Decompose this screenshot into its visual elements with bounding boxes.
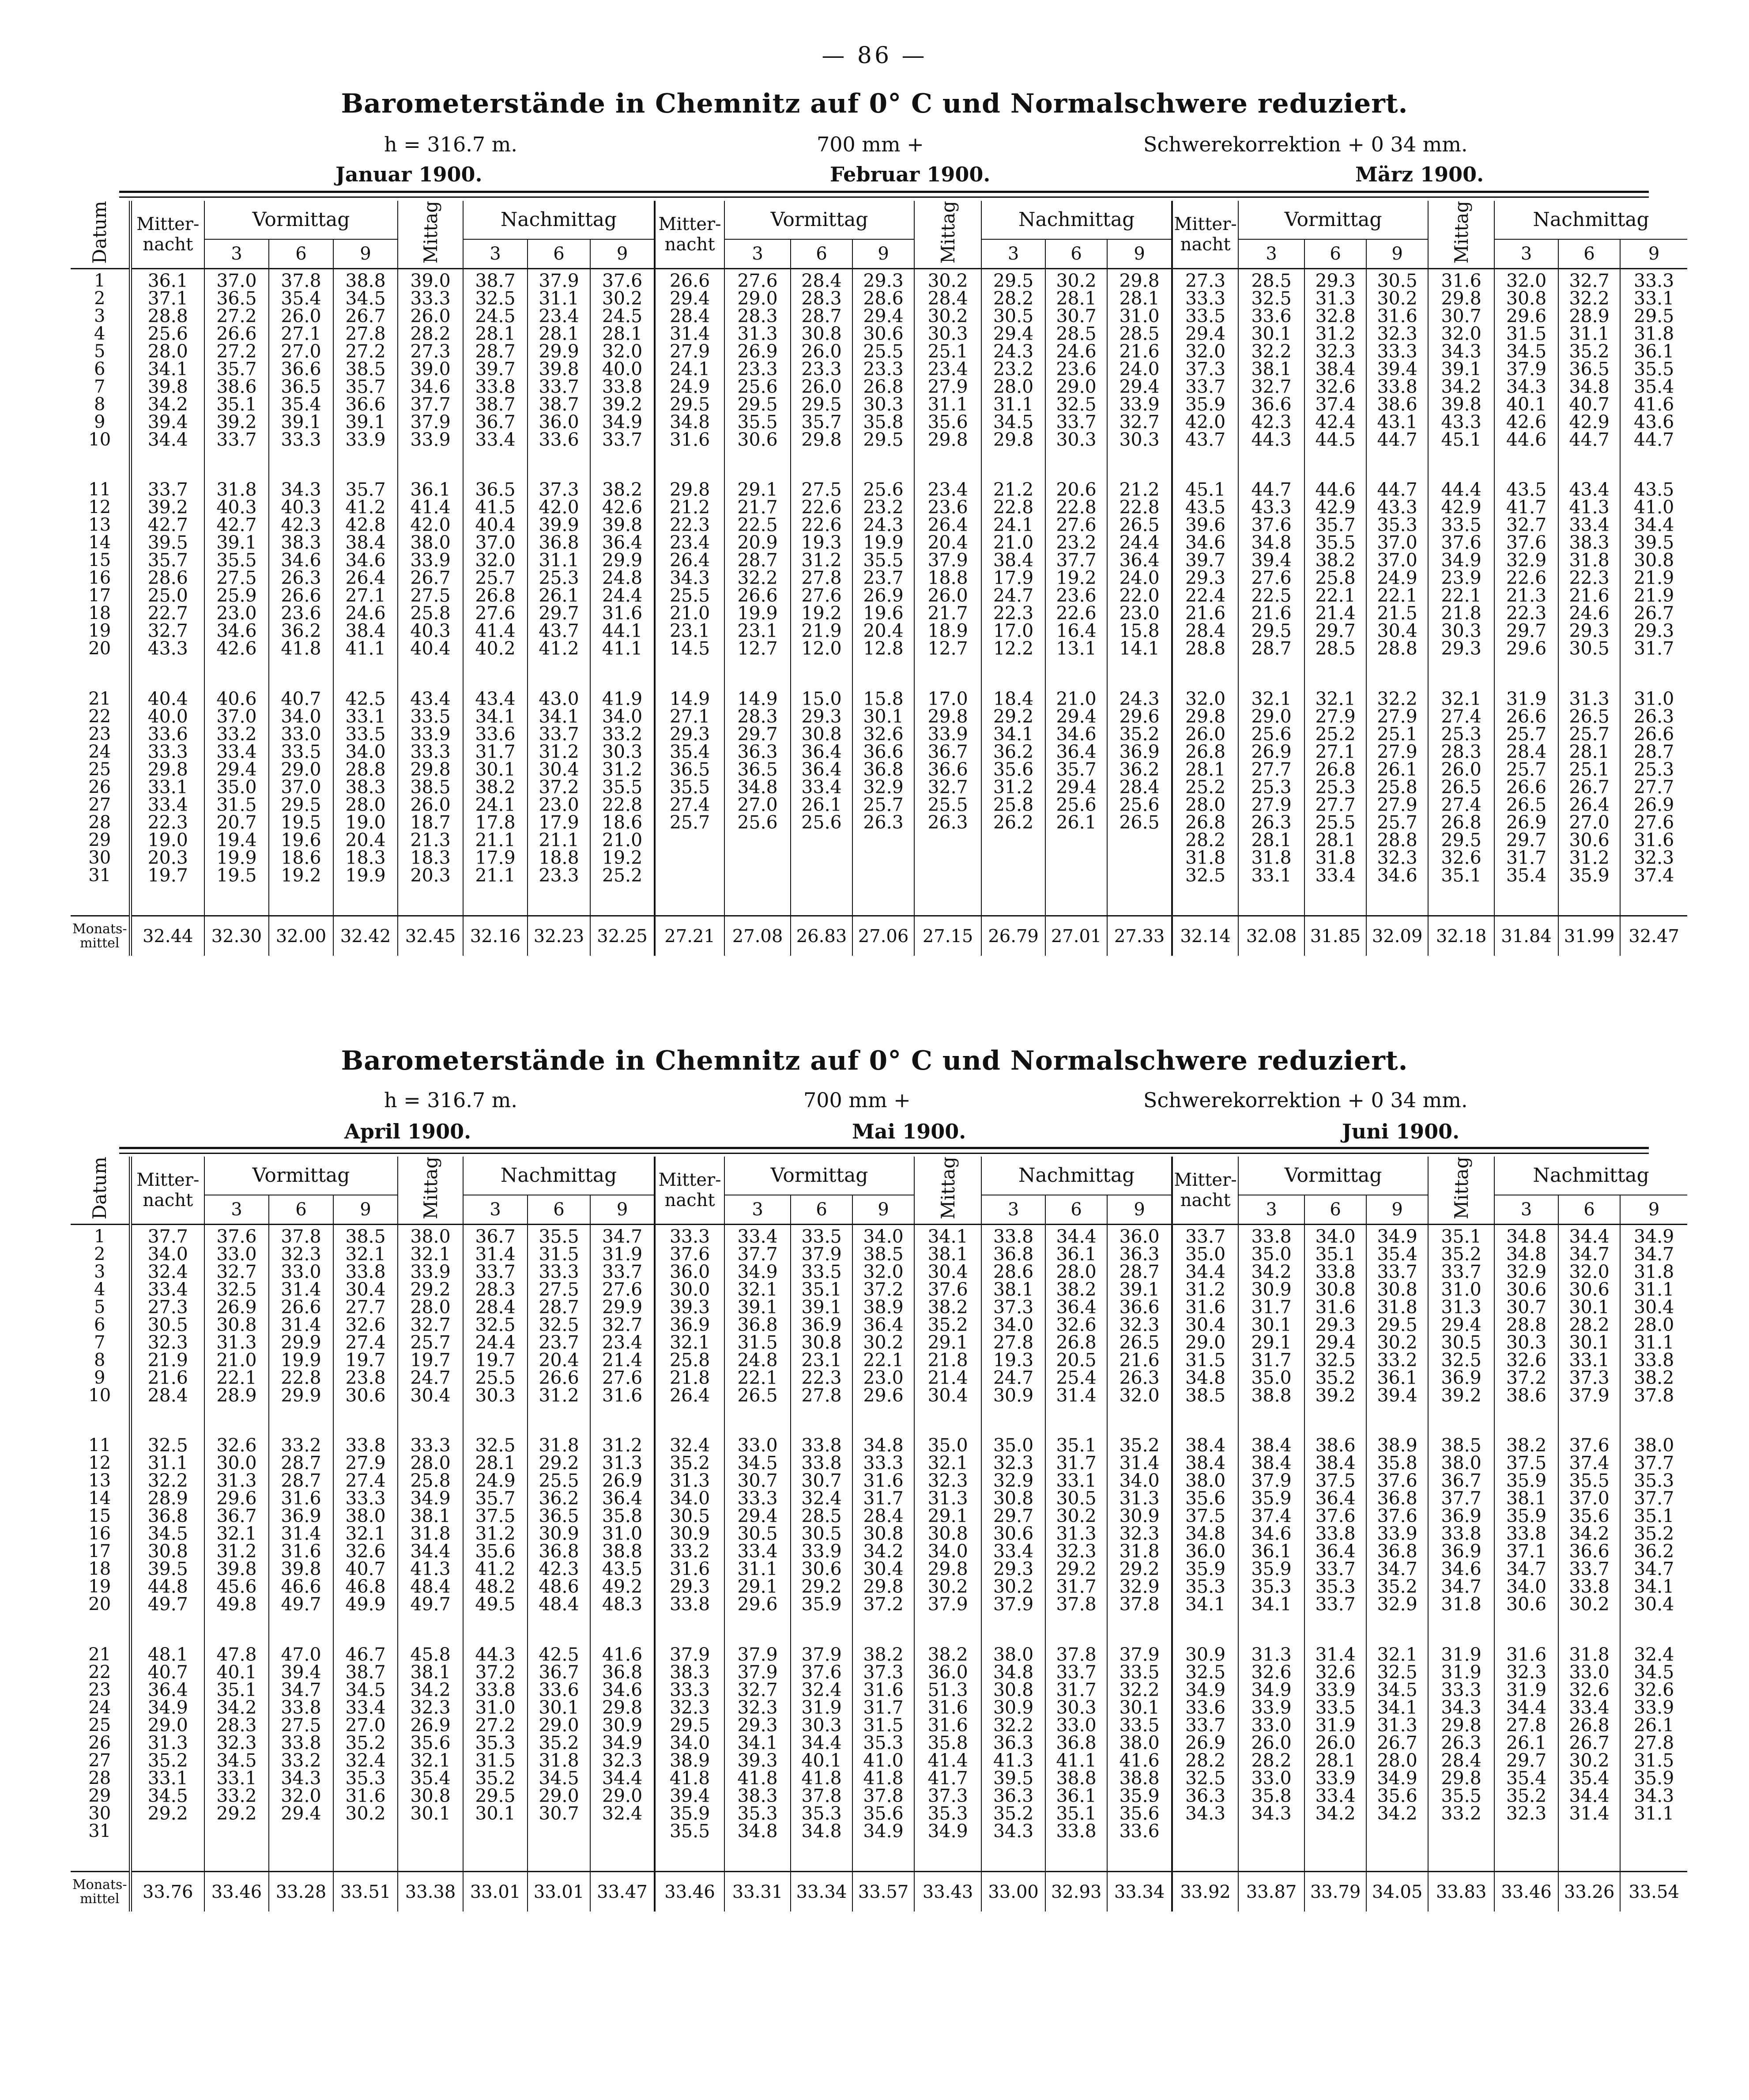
reading-column: 43.4 33.5 33.9 33.3 29.8 38.5 26.0 18.7 21.3 18.3 20.3 (398, 687, 463, 916)
day-group-row (71, 1434, 1687, 1643)
monthly-mean: 33.57 (852, 1872, 914, 1911)
reading-column: 38.4 38.4 37.9 35.9 37.4 34.6 36.1 35.9 35.3 34.1 (1238, 1434, 1304, 1643)
monthly-mean: 32.14 (1172, 916, 1238, 956)
hour-header: 9 (1107, 1195, 1172, 1225)
hour-header: 3 (1494, 239, 1558, 269)
hour-header: 3 (204, 1195, 269, 1225)
month-label: Februar 1900. (830, 162, 991, 186)
reading-column: 32.7 32.2 28.9 31.1 35.2 36.5 34.8 40.7 42.9 44.7 (1558, 269, 1620, 478)
reading-column: 32.0 29.8 26.0 26.8 28.1 25.2 28.0 26.8 28.2 31.8 32.5 (1172, 687, 1238, 916)
reading-column: 32.1 27.4 25.3 28.3 26.0 26.5 27.4 26.8 29.5 32.6 35.1 (1428, 687, 1494, 916)
reading-column: 27.3 33.3 33.5 29.4 32.0 37.3 33.7 35.9 42.0 43.7 (1172, 269, 1238, 478)
reading-column: 47.8 40.1 35.1 34.2 28.3 32.3 34.5 33.1 33.2 29.2 (204, 1643, 269, 1872)
monthly-mean: 31.85 (1304, 916, 1366, 956)
hour-header: 3 (1238, 1195, 1304, 1225)
month-label: Mai 1900. (852, 1120, 966, 1143)
month-label: Januar 1900. (335, 162, 482, 186)
reading-column: 37.8 32.3 33.0 31.4 26.6 31.4 29.9 19.9 22.8 29.9 (269, 1225, 333, 1434)
reading-column: 17.0 29.8 33.9 36.7 36.6 32.7 25.5 26.3 (914, 687, 981, 916)
vormittag-header: Vormittag (770, 208, 868, 231)
reading-column: 38.2 36.0 51.3 31.6 31.6 35.8 41.4 41.7 37.3 35.3 34.9 (914, 1643, 981, 1872)
hour-header: 9 (1620, 239, 1687, 269)
reading-column: 35.1 31.7 33.1 30.5 30.2 31.3 32.3 29.2 31.7 37.8 (1045, 1434, 1107, 1643)
monthly-mean: 32.47 (1620, 916, 1687, 956)
day-group-row (71, 687, 1687, 916)
reading-column: 34.4 36.1 28.0 38.2 36.4 32.6 26.8 20.5 25.4 31.4 (1045, 1225, 1107, 1434)
reading-column: 38.8 34.5 26.7 27.8 27.2 38.5 35.7 36.6 39.1 33.9 (333, 269, 398, 478)
nachmittag-header: Nachmittag (500, 1164, 617, 1187)
hour-header: 6 (791, 239, 852, 269)
monatsmittel-row (71, 1872, 1687, 1911)
reading-column: 37.9 37.9 32.7 32.3 29.3 34.1 39.3 41.8 38.3 35.3 34.8 (724, 1643, 791, 1872)
day-numbers: 11 12 13 14 15 16 17 18 19 20 (88, 479, 111, 659)
nachmittag-header: Nachmittag (1018, 208, 1135, 231)
reading-column: 35.5 31.5 33.3 27.5 28.7 32.5 23.7 20.4 26.6 31.2 (528, 1225, 590, 1434)
reading-column: 33.8 35.0 34.2 30.9 31.7 30.1 29.1 31.7 35.0 38.8 (1238, 1225, 1304, 1434)
reading-column: 38.2 37.5 35.9 38.1 35.9 33.8 37.1 34.7 34.0 30.6 (1494, 1434, 1558, 1643)
reading-column: 31.9 31.9 33.3 34.3 29.8 26.3 28.4 29.8 35.5 33.2 (1428, 1643, 1494, 1872)
reading-column: 38.2 42.6 39.8 36.4 29.9 24.8 24.4 31.6 44.1 41.1 (590, 478, 655, 687)
reading-column: 29.3 28.6 29.4 30.6 25.5 23.3 26.8 30.3 35.8 29.5 (852, 269, 914, 478)
reading-column: 32.1 27.9 25.2 27.1 26.8 25.3 27.7 25.5 28.1 31.8 33.4 (1304, 687, 1366, 916)
monthly-mean: 33.01 (463, 1872, 528, 1911)
monthly-mean: 33.47 (590, 1872, 655, 1911)
reading-column: 37.0 36.5 27.2 26.6 27.2 35.7 38.6 35.1 39.2 33.7 (204, 269, 269, 478)
reading-column: 37.6 37.4 35.5 37.0 35.6 34.2 36.6 33.7 33.8 30.2 (1558, 1434, 1620, 1643)
reading-column: 33.4 37.7 34.9 32.1 39.1 36.8 31.5 24.8 22.1 26.5 (724, 1225, 791, 1434)
mitternacht-header: Mitter- nacht (658, 214, 721, 255)
reading-column: 37.6 33.0 32.7 32.5 26.9 30.8 31.3 21.0 22.1 28.9 (204, 1225, 269, 1434)
hour-header: 9 (333, 239, 398, 269)
reading-column: 37.9 37.6 32.4 31.9 30.3 34.4 40.1 41.8 37.8 35.3 34.8 (791, 1643, 852, 1872)
monatsmittel-row (71, 916, 1687, 956)
hour-header: 9 (590, 239, 655, 269)
vormittag-header: Vormittag (1284, 208, 1382, 231)
hour-header: 3 (724, 239, 791, 269)
reading-column: 30.9 32.5 34.9 33.6 33.7 26.9 28.2 32.5 36.3 34.3 (1172, 1643, 1238, 1872)
reading-column: 36.1 37.1 28.8 25.6 28.0 34.1 39.8 34.2 39.4 34.4 (130, 269, 204, 478)
monthly-mean: 33.43 (914, 1872, 981, 1911)
reading-column: 38.5 32.1 33.8 30.4 27.7 32.6 27.4 19.7 23.8 30.6 (333, 1225, 398, 1434)
hour-header: 6 (1558, 1195, 1620, 1225)
monthly-mean: 32.93 (1045, 1872, 1107, 1911)
reading-column: 21.0 29.4 34.6 36.4 35.7 29.4 25.6 26.1 (1045, 687, 1107, 916)
nachmittag-header: Nachmittag (500, 208, 617, 231)
reading-column: 34.0 38.5 32.0 37.2 38.9 36.4 30.2 22.1 23.0 29.6 (852, 1225, 914, 1434)
reading-column: 44.6 42.9 35.7 35.5 38.2 25.8 22.1 21.4 29.7 28.5 (1304, 478, 1366, 687)
hour-header: 6 (269, 1195, 333, 1225)
monthly-mean: 27.08 (724, 916, 791, 956)
monthly-mean: 26.79 (981, 916, 1045, 956)
mittag-header: Mittag (1450, 201, 1472, 264)
day-group-row (71, 1643, 1687, 1872)
section-title: Barometerstände in Chemnitz auf 0° C und Normalschwere reduziert. (341, 88, 1408, 119)
reading-column: 20.6 22.8 27.6 23.2 37.7 19.2 23.6 22.6 16.4 13.1 (1045, 478, 1107, 687)
reading-column: 40.7 34.0 33.0 33.5 29.0 37.0 29.5 19.5 19.6 18.6 19.2 (269, 687, 333, 916)
hour-header: 6 (1558, 239, 1620, 269)
reading-column: 33.3 28.0 25.8 34.9 38.1 31.8 34.4 41.3 48.4 49.7 (398, 1434, 463, 1643)
reading-column: 43.4 41.3 33.4 38.3 31.8 22.3 21.6 24.6 29.3 30.5 (1558, 478, 1620, 687)
reading-column: 36.7 31.4 33.7 28.3 28.4 32.5 24.4 19.7 25.5 30.3 (463, 1225, 528, 1434)
day-numbers: 21 22 23 24 25 26 27 28 29 30 31 (88, 1644, 111, 1841)
reading-column: 35.0 32.3 32.9 30.8 29.7 30.6 33.4 29.3 30.2 37.9 (981, 1434, 1045, 1643)
day-numbers: 21 22 23 24 25 26 27 28 29 30 31 (88, 688, 111, 886)
month-label: April 1900. (344, 1120, 471, 1143)
reading-column: 31.4 32.6 33.9 33.5 31.9 26.0 28.1 33.9 33.4 34.2 (1304, 1643, 1366, 1872)
reading-column: 27.5 22.6 22.6 19.3 31.2 27.8 27.6 19.2 21.9 12.0 (791, 478, 852, 687)
monatsmittel-label: Monats- mittel (71, 1872, 130, 1911)
reading-column: 38.0 34.8 30.8 30.9 32.2 36.3 41.3 39.5 36.3 35.2 34.3 (981, 1643, 1045, 1872)
reading-column: 38.2 37.3 31.6 31.7 31.5 35.3 41.0 41.8 37.8 35.6 34.9 (852, 1643, 914, 1872)
hour-header: 6 (1304, 1195, 1366, 1225)
barometer-table (71, 201, 1687, 956)
mitternacht-header: Mitter- nacht (1174, 1170, 1237, 1211)
monthly-mean: 27.15 (914, 916, 981, 956)
hour-header: 6 (528, 239, 590, 269)
hour-header: 3 (981, 1195, 1045, 1225)
base-note: 700 mm + (817, 132, 924, 156)
monthly-mean: 32.45 (398, 916, 463, 956)
reading-column: 33.7 35.0 34.4 31.2 31.6 30.4 29.0 31.5 34.8 38.5 (1172, 1225, 1238, 1434)
monthly-mean: 33.00 (981, 1872, 1045, 1911)
reading-column: 34.3 40.3 42.3 38.3 34.6 26.3 26.6 23.6 36.2 41.8 (269, 478, 333, 687)
reading-column: 33.7 39.2 42.7 39.5 35.7 28.6 25.0 22.7 32.7 43.3 (130, 478, 204, 687)
page-number: — 86 — (822, 42, 927, 69)
reading-column: 36.0 36.3 28.7 39.1 36.6 32.3 26.5 21.6 26.3 32.0 (1107, 1225, 1172, 1434)
reading-column: 41.9 34.0 33.2 30.3 31.2 35.5 22.8 18.6 21.0 19.2 25.2 (590, 687, 655, 916)
nachmittag-header: Nachmittag (1533, 1164, 1649, 1187)
monthly-mean: 33.76 (130, 1872, 204, 1911)
monthly-mean: 34.05 (1366, 1872, 1428, 1911)
reading-column: 41.6 36.8 34.6 29.8 30.9 34.9 32.3 34.4 29.0 32.4 (590, 1643, 655, 1872)
reading-column: 40.4 40.0 33.6 33.3 29.8 33.1 33.4 22.3 19.0 20.3 19.7 (130, 687, 204, 916)
reading-column: 15.8 30.1 32.6 36.6 36.8 32.9 25.7 26.3 (852, 687, 914, 916)
reading-column: 33.0 34.5 30.7 33.3 29.4 30.5 33.4 31.1 29.1 29.6 (724, 1434, 791, 1643)
reading-column: 35.7 41.2 42.8 38.4 34.6 26.4 27.1 24.6 38.4 41.1 (333, 478, 398, 687)
reading-column: 33.3 37.6 36.0 30.0 39.3 36.9 32.1 25.8 21.8 26.4 (655, 1225, 724, 1434)
reading-column: 28.4 28.3 28.7 30.8 26.0 23.3 26.0 29.5 35.7 29.8 (791, 269, 852, 478)
reading-column: 31.8 29.2 25.5 36.2 36.5 30.9 36.8 42.3 48.6 48.4 (528, 1434, 590, 1643)
day-numbers: 1 2 3 4 5 6 7 8 9 10 (88, 1226, 111, 1406)
datum-header: Datum (89, 201, 111, 264)
reading-column: 37.9 33.5 32.2 30.1 33.5 38.0 41.6 38.8 35.9 35.6 33.6 (1107, 1643, 1172, 1872)
reading-column: 27.6 29.0 28.3 31.3 26.9 23.3 25.6 29.5 35.5 30.6 (724, 269, 791, 478)
reading-column: 31.8 33.0 32.6 33.4 26.8 26.7 30.2 35.4 34.4 31.4 (1558, 1643, 1620, 1872)
reading-column: 33.2 28.7 28.7 31.6 36.9 31.4 31.6 39.8 46.6 49.7 (269, 1434, 333, 1643)
monthly-mean: 27.06 (852, 916, 914, 956)
hour-header: 6 (269, 239, 333, 269)
reading-column: 28.5 32.5 33.6 30.1 32.2 38.1 32.7 36.6 42.3 44.3 (1238, 269, 1304, 478)
height-note: h = 316.7 m. (384, 1088, 517, 1112)
reading-column: 33.8 36.8 28.6 38.1 37.3 34.0 27.8 19.3 24.7 30.9 (981, 1225, 1045, 1434)
reading-column: 21.2 22.8 26.5 24.4 36.4 24.0 22.0 23.0 15.8 14.1 (1107, 478, 1172, 687)
monthly-mean: 33.34 (791, 1872, 852, 1911)
reading-column: 38.0 32.1 33.9 29.2 28.0 32.7 25.7 19.7 24.7 30.4 (398, 1225, 463, 1434)
monthly-mean: 33.92 (1172, 1872, 1238, 1911)
reading-column: 14.9 28.3 29.7 36.3 36.5 34.8 27.0 25.6 (724, 687, 791, 916)
day-group-row (71, 478, 1687, 687)
hour-header: 9 (590, 1195, 655, 1225)
reading-column: 31.6 32.3 31.9 34.4 27.8 26.1 29.7 35.4 35.2 32.3 (1494, 1643, 1558, 1872)
reading-column: 37.7 34.0 32.4 33.4 27.3 30.5 32.3 21.9 21.6 28.4 (130, 1225, 204, 1434)
monthly-mean: 33.83 (1428, 1872, 1494, 1911)
reading-column: 44.4 42.9 33.5 37.6 34.9 23.9 22.1 21.8 30.3 29.3 (1428, 478, 1494, 687)
day-numbers: 11 12 13 14 15 16 17 18 19 20 (88, 1435, 111, 1614)
reading-column: 43.5 41.0 34.4 39.5 30.8 21.9 21.9 26.7 29.3 31.7 (1620, 478, 1687, 687)
hour-header: 6 (1304, 239, 1366, 269)
monthly-mean: 33.79 (1304, 1872, 1366, 1911)
reading-column: 38.9 35.8 37.6 36.8 37.6 33.9 36.8 34.7 35.2 32.9 (1366, 1434, 1428, 1643)
reading-column: 35.0 32.1 32.3 31.3 29.1 30.8 34.0 29.8 30.2 37.9 (914, 1434, 981, 1643)
reading-column: 47.0 39.4 34.7 33.8 27.5 33.8 33.2 34.3 32.0 29.4 (269, 1643, 333, 1872)
rule (119, 196, 1649, 198)
reading-column: 46.7 38.7 34.5 33.4 27.0 35.2 32.4 35.3 31.6 30.2 (333, 1643, 398, 1872)
hour-header: 6 (791, 1195, 852, 1225)
hour-header: 3 (1238, 239, 1304, 269)
monthly-mean: 31.84 (1494, 916, 1558, 956)
reading-column: 31.3 26.5 25.7 28.1 25.1 26.7 26.4 27.0 30.6 31.2 35.9 (1558, 687, 1620, 916)
vormittag-header: Vormittag (1284, 1164, 1382, 1187)
reading-column: 36.1 41.4 42.0 38.0 33.9 26.7 27.5 25.8 40.3 40.4 (398, 478, 463, 687)
reading-column: 31.3 32.6 34.9 33.9 33.0 26.0 28.2 33.0 35.8 34.3 (1238, 1643, 1304, 1872)
rule (119, 1153, 1649, 1154)
reading-column: 37.3 42.0 39.9 36.8 31.1 25.3 26.1 29.7 43.7 41.2 (528, 478, 590, 687)
day-group-row (71, 269, 1687, 478)
hour-header: 6 (1045, 1195, 1107, 1225)
monthly-mean: 33.31 (724, 1872, 791, 1911)
reading-column: 37.9 31.1 23.4 28.1 29.9 39.8 33.7 38.7 36.0 33.6 (528, 269, 590, 478)
reading-column: 34.8 34.8 32.9 30.6 30.7 28.8 30.3 32.6 37.2 38.6 (1494, 1225, 1558, 1434)
reading-column: 31.0 26.3 26.6 28.7 25.3 27.7 26.9 27.6 31.6 32.3 37.4 (1620, 687, 1687, 916)
reading-column: 23.4 23.6 26.4 20.4 37.9 18.8 26.0 21.7 18.9 12.7 (914, 478, 981, 687)
reading-column: 44.3 37.2 33.8 31.0 27.2 35.3 31.5 35.2 29.5 30.1 (463, 1643, 528, 1872)
rule (119, 191, 1649, 193)
mitternacht-header: Mitter- nacht (136, 1170, 200, 1211)
day-numbers: 1 2 3 4 5 6 7 8 9 10 (88, 271, 111, 450)
mitternacht-header: Mitter- nacht (658, 1170, 721, 1211)
monthly-mean: 32.44 (130, 916, 204, 956)
reading-column: 24.3 29.6 35.2 36.9 36.2 28.4 25.6 26.5 (1107, 687, 1172, 916)
reading-column: 31.2 31.3 26.9 36.4 35.8 31.0 38.8 43.5 49.2 48.3 (590, 1434, 655, 1643)
hour-header: 9 (1107, 239, 1172, 269)
monthly-mean: 33.26 (1558, 1872, 1620, 1911)
month-label: März 1900. (1355, 162, 1484, 186)
reading-column: 26.6 29.4 28.4 31.4 27.9 24.1 24.9 29.5 34.8 31.6 (655, 269, 724, 478)
reading-column: 43.5 41.7 32.7 37.6 32.9 22.6 21.3 22.3 29.7 29.6 (1494, 478, 1558, 687)
mitternacht-header: Mitter- nacht (136, 214, 200, 255)
hour-header: 9 (1366, 1195, 1428, 1225)
reading-column: 40.6 37.0 33.2 33.4 29.4 35.0 31.5 20.7 19.4 19.9 19.5 (204, 687, 269, 916)
reading-column: 33.3 33.1 29.5 31.8 36.1 35.5 35.4 41.6 43.6 44.7 (1620, 269, 1687, 478)
reading-column: 31.9 26.6 25.7 28.4 25.7 26.6 26.5 26.9 29.7 31.7 35.4 (1494, 687, 1558, 916)
nachmittag-header: Nachmittag (1018, 1164, 1135, 1187)
reading-column: 42.5 33.1 33.5 34.0 28.8 38.3 28.0 19.0 20.4 18.3 19.9 (333, 687, 398, 916)
correction-note: Schwerekorrektion + 0 34 mm. (1143, 1088, 1468, 1112)
mittag-header: Mittag (937, 201, 959, 264)
monthly-mean: 31.99 (1558, 916, 1620, 956)
reading-column: 29.5 28.2 30.5 29.4 24.3 23.2 28.0 31.1 34.5 29.8 (981, 269, 1045, 478)
day-group-row (71, 1225, 1687, 1434)
reading-column: 32.5 28.1 24.9 35.7 37.5 31.2 35.6 41.2 48.2 49.5 (463, 1434, 528, 1643)
reading-column: 30.5 30.2 31.6 32.3 33.3 39.4 33.8 38.6 43.1 44.7 (1366, 269, 1428, 478)
hour-header: 9 (1620, 1195, 1687, 1225)
reading-column: 35.2 31.4 34.0 31.3 30.9 32.3 31.8 29.2 32.9 37.8 (1107, 1434, 1172, 1643)
monthly-mean: 33.46 (655, 1872, 724, 1911)
monthly-mean: 33.87 (1238, 1872, 1304, 1911)
reading-column: 32.1 32.5 34.5 34.1 31.3 26.7 28.0 34.9 35.6 34.2 (1366, 1643, 1428, 1872)
reading-column: 29.1 21.7 22.5 20.9 28.7 32.2 26.6 19.9 23.1 12.7 (724, 478, 791, 687)
monthly-mean: 33.46 (204, 1872, 269, 1911)
section-title: Barometerstände in Chemnitz auf 0° C und Normalschwere reduziert. (341, 1045, 1408, 1076)
reading-column: 45.1 43.5 39.6 34.6 39.7 29.3 22.4 21.6 28.4 28.8 (1172, 478, 1238, 687)
reading-column: 38.4 38.4 38.0 35.6 37.5 34.8 36.0 35.9 35.3 34.1 (1172, 1434, 1238, 1643)
barometer-table (71, 1157, 1687, 1911)
monthly-mean: 26.83 (791, 916, 852, 956)
hour-header: 3 (724, 1195, 791, 1225)
reading-column: 38.6 38.4 37.5 36.4 37.6 33.8 36.4 33.7 35.3 33.7 (1304, 1434, 1366, 1643)
monthly-mean: 32.00 (269, 916, 333, 956)
reading-column: 37.8 33.7 31.7 30.3 33.0 36.8 41.1 38.8 36.1 35.1 33.8 (1045, 1643, 1107, 1872)
reading-column: 29.8 28.1 31.0 28.5 21.6 24.0 29.4 33.9 32.7 30.3 (1107, 269, 1172, 478)
reading-column: 14.9 27.1 29.3 35.4 36.5 35.5 27.4 25.7 (655, 687, 724, 916)
hour-header: 9 (333, 1195, 398, 1225)
monthly-mean: 32.08 (1238, 916, 1304, 956)
reading-column: 34.4 34.7 32.0 30.6 30.1 28.2 30.1 33.1 37.3 37.9 (1558, 1225, 1620, 1434)
hour-header: 9 (852, 1195, 914, 1225)
reading-column: 33.8 27.9 27.4 33.3 38.0 32.1 32.6 40.7 46.8 49.9 (333, 1434, 398, 1643)
reading-column: 32.6 30.0 31.3 29.6 36.7 32.1 31.2 39.8 45.6 49.8 (204, 1434, 269, 1643)
reading-column: 36.5 41.5 40.4 37.0 32.0 25.7 26.8 27.6 41.4 40.2 (463, 478, 528, 687)
reading-column: 18.4 29.2 34.1 36.2 35.6 31.2 25.8 26.2 (981, 687, 1045, 916)
reading-column: 35.1 35.2 33.7 31.0 31.3 29.4 30.5 32.5 36.9 39.2 (1428, 1225, 1494, 1434)
reading-column: 25.6 23.2 24.3 19.9 35.5 23.7 26.9 19.6 20.4 12.8 (852, 478, 914, 687)
reading-column: 21.2 22.8 24.1 21.0 38.4 17.9 24.7 22.3 17.0 12.2 (981, 478, 1045, 687)
hour-header: 3 (463, 239, 528, 269)
reading-column: 38.0 37.7 35.3 37.7 35.1 35.2 36.2 34.7 34.1 30.4 (1620, 1434, 1687, 1643)
reading-column: 33.5 37.9 33.5 35.1 39.1 36.9 30.8 23.1 22.3 27.8 (791, 1225, 852, 1434)
monthly-mean: 33.28 (269, 1872, 333, 1911)
reading-column: 34.9 35.4 33.7 30.8 31.8 29.5 30.2 33.2 36.1 39.4 (1366, 1225, 1428, 1434)
hour-header: 3 (204, 239, 269, 269)
reading-column: 43.0 34.1 33.7 31.2 30.4 37.2 23.0 17.9 21.1 18.8 23.3 (528, 687, 590, 916)
rule (119, 1147, 1649, 1149)
monthly-mean: 32.18 (1428, 916, 1494, 956)
reading-column: 32.0 30.8 29.6 31.5 34.5 37.9 34.3 40.1 42.6 44.6 (1494, 269, 1558, 478)
month-label: Juni 1900. (1342, 1120, 1460, 1143)
reading-column: 29.8 21.2 22.3 23.4 26.4 34.3 25.5 21.0 23.1 14.5 (655, 478, 724, 687)
datum-header: Datum (89, 1157, 111, 1220)
reading-column: 34.1 38.1 30.4 37.6 38.2 35.2 29.1 21.8 21.4 30.4 (914, 1225, 981, 1434)
monthly-mean: 33.01 (528, 1872, 590, 1911)
monthly-mean: 33.54 (1620, 1872, 1687, 1911)
reading-column: 43.4 34.1 33.6 31.7 30.1 38.2 24.1 17.8 21.1 17.9 21.1 (463, 687, 528, 916)
mittag-header: Mittag (419, 201, 441, 264)
reading-column: 38.5 38.0 36.7 37.7 36.9 33.8 36.9 34.6 34.7 31.8 (1428, 1434, 1494, 1643)
reading-column: 42.5 36.7 33.6 30.1 29.0 35.2 31.8 34.5 29.0 30.7 (528, 1643, 590, 1872)
monthly-mean: 32.09 (1366, 916, 1428, 956)
monthly-mean: 32.23 (528, 916, 590, 956)
reading-column: 34.8 33.3 31.6 31.7 28.4 30.8 34.2 30.4 29.8 37.2 (852, 1434, 914, 1643)
correction-note: Schwerekorrektion + 0 34 mm. (1143, 132, 1468, 156)
monthly-mean: 27.01 (1045, 916, 1107, 956)
reading-column: 44.7 43.3 37.6 34.8 39.4 27.6 22.5 21.6 29.5 28.7 (1238, 478, 1304, 687)
reading-column: 29.3 31.3 32.8 31.2 32.3 38.4 32.6 37.4 42.4 44.5 (1304, 269, 1366, 478)
mittag-header: Mittag (419, 1157, 441, 1220)
reading-column: 38.7 32.5 24.5 28.1 28.7 39.7 33.8 38.7 36.7 33.4 (463, 269, 528, 478)
hour-header: 3 (981, 239, 1045, 269)
hour-header: 9 (852, 239, 914, 269)
hour-header: 3 (463, 1195, 528, 1225)
vormittag-header: Vormittag (252, 208, 350, 231)
monthly-mean: 32.42 (333, 916, 398, 956)
hour-header: 9 (1366, 239, 1428, 269)
monthly-mean: 32.25 (590, 916, 655, 956)
monatsmittel-label: Monats- mittel (71, 916, 130, 956)
reading-column: 31.8 40.3 42.7 39.1 35.5 27.5 25.9 23.0 34.6 42.6 (204, 478, 269, 687)
base-note: 700 mm + (803, 1088, 911, 1112)
reading-column: 32.2 27.9 25.1 27.9 26.1 25.8 27.9 25.7 28.8 32.3 34.6 (1366, 687, 1428, 916)
monthly-mean: 33.51 (333, 1872, 398, 1911)
vormittag-header: Vormittag (770, 1164, 868, 1187)
reading-column: 37.9 38.3 33.3 32.3 29.5 34.0 38.9 41.8 39.4 35.9 35.5 (655, 1643, 724, 1872)
mittag-header: Mittag (1450, 1157, 1472, 1220)
monthly-mean: 27.33 (1107, 916, 1172, 956)
monthly-mean: 27.21 (655, 916, 724, 956)
reading-column: 32.4 35.2 31.3 34.0 30.5 30.9 33.2 31.6 29.3 33.8 (655, 1434, 724, 1643)
monthly-mean: 33.34 (1107, 1872, 1172, 1911)
reading-column: 32.4 34.5 32.6 33.9 26.1 27.8 31.5 35.9 34.3 31.1 (1620, 1643, 1687, 1872)
reading-column: 32.1 29.0 25.6 26.9 27.7 25.3 27.9 26.3 28.1 31.8 33.1 (1238, 687, 1304, 916)
reading-column: 33.8 33.8 30.7 32.4 28.5 30.5 33.9 30.6 29.2 35.9 (791, 1434, 852, 1643)
reading-column: 15.0 29.3 30.8 36.4 36.4 33.4 26.1 25.6 (791, 687, 852, 916)
hour-header: 3 (1494, 1195, 1558, 1225)
mittag-header: Mittag (937, 1157, 959, 1220)
mitternacht-header: Mitter- nacht (1174, 214, 1237, 255)
monthly-mean: 32.30 (204, 916, 269, 956)
nachmittag-header: Nachmittag (1533, 208, 1649, 231)
monthly-mean: 33.46 (1494, 1872, 1558, 1911)
height-note: h = 316.7 m. (384, 132, 517, 156)
monthly-mean: 33.38 (398, 1872, 463, 1911)
reading-column: 39.0 33.3 26.0 28.2 27.3 39.0 34.6 37.7 37.9 33.9 (398, 269, 463, 478)
reading-column: 44.7 43.3 35.3 37.0 37.0 24.9 22.1 21.5 30.4 28.8 (1366, 478, 1428, 687)
reading-column: 48.1 40.7 36.4 34.9 29.0 31.3 35.2 33.1 34.5 29.2 (130, 1643, 204, 1872)
hour-header: 6 (1045, 239, 1107, 269)
monthly-mean: 32.16 (463, 916, 528, 956)
reading-column: 31.6 29.8 30.7 32.0 34.3 39.1 34.2 39.8 43.3 45.1 (1428, 269, 1494, 478)
reading-column: 34.9 34.7 31.8 31.1 30.4 28.0 31.1 33.8 38.2 37.8 (1620, 1225, 1687, 1434)
vormittag-header: Vormittag (252, 1164, 350, 1187)
reading-column: 30.2 28.1 30.7 28.5 24.6 23.6 29.0 32.5 33.7 30.3 (1045, 269, 1107, 478)
reading-column: 45.8 38.1 34.2 32.3 26.9 35.6 32.1 35.4 30.8 30.1 (398, 1643, 463, 1872)
reading-column: 37.6 30.2 24.5 28.1 32.0 40.0 33.8 39.2 34.9 33.7 (590, 269, 655, 478)
reading-column: 37.8 35.4 26.0 27.1 27.0 36.6 36.5 35.4 39.1 33.3 (269, 269, 333, 478)
reading-column: 32.5 31.1 32.2 28.9 36.8 34.5 30.8 39.5 44.8 49.7 (130, 1434, 204, 1643)
reading-column: 34.0 35.1 33.8 30.8 31.6 29.3 29.4 32.5 35.2 39.2 (1304, 1225, 1366, 1434)
reading-column: 34.7 31.9 33.7 27.6 29.9 32.7 23.4 21.4 27.6 31.6 (590, 1225, 655, 1434)
reading-column: 30.2 28.4 30.2 30.3 25.1 23.4 27.9 31.1 35.6 29.8 (914, 269, 981, 478)
hour-header: 6 (528, 1195, 590, 1225)
